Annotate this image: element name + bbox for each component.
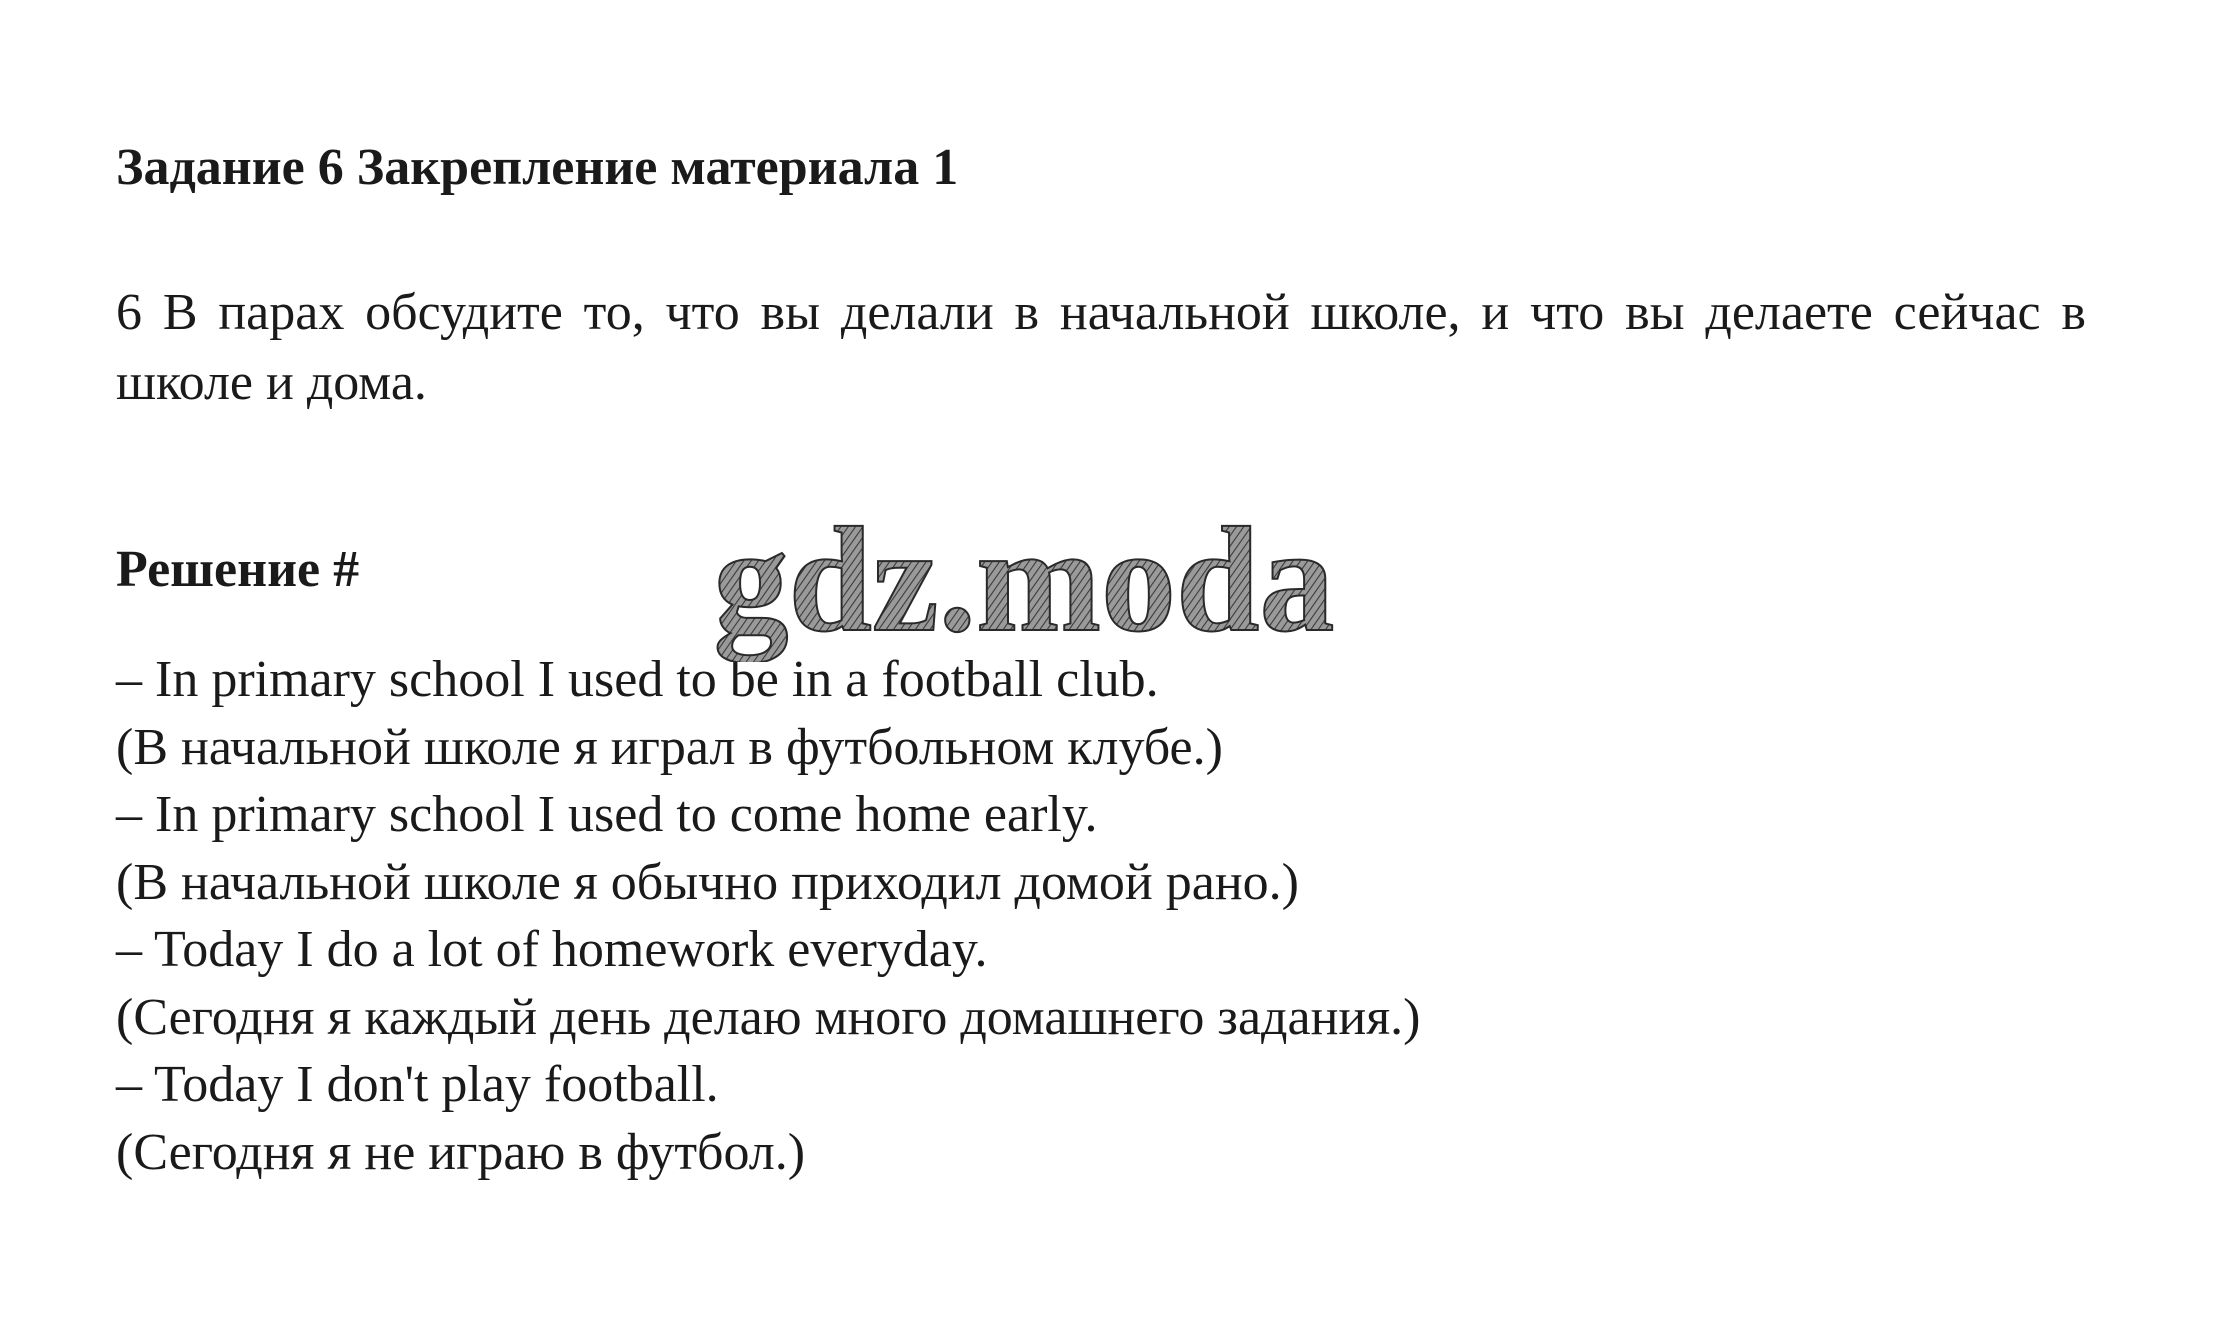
watermark-logo: [704, 512, 1344, 662]
task-title: Задание 6 Закрепление материала 1: [116, 139, 959, 196]
solution-title: Решение #: [116, 541, 360, 598]
answer-line-en: – Today I do a lot of homework everyday.: [116, 921, 988, 978]
answer-line-en: – In primary school I used to be in a football club.: [116, 651, 1159, 708]
answer-line-ru: (В начальной школе я играл в футбольном клубе.): [116, 718, 1223, 776]
answer-line-en: – In primary school I used to come home early.: [116, 786, 1098, 843]
watermark-text: gdz.moda: [713, 512, 1335, 662]
answer-line-ru: (Сегодня я каждый день делаю много домашнего задания.): [116, 988, 1421, 1046]
solution-body: [116, 646, 2016, 1186]
answer-line-ru: (В начальной школе я обычно приходил домой рано.): [116, 853, 1299, 911]
answer-line-ru: (Сегодня я не играю в футбол.): [116, 1123, 806, 1181]
task-text: 6 В парах обсудите то, что вы делали в начальной школе, и что вы делаете сейчас в школе и дома.: [116, 284, 2086, 411]
answer-line-en: – Today I don't play football.: [116, 1056, 719, 1113]
